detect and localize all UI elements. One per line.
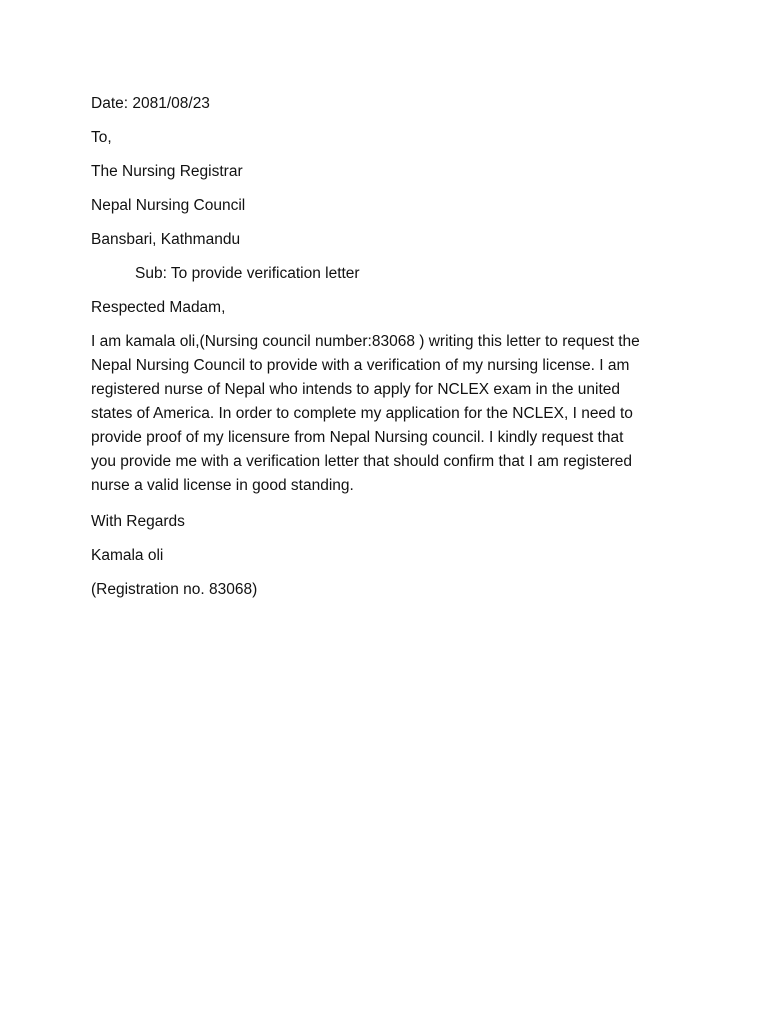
recipient-address: Bansbari, Kathmandu <box>91 231 241 248</box>
letter-salutation: Respected Madam, <box>91 299 226 316</box>
letter-closing: With Regards <box>91 512 185 530</box>
recipient-title: The Nursing Registrar <box>91 163 243 180</box>
letter-to: To, <box>91 129 112 146</box>
body-line: you provide me with a verification letter that should confirm that I am registered <box>91 453 633 470</box>
body-line: I am kamala oli,(Nursing council number:83068 ) writing this letter to request the <box>91 333 640 350</box>
recipient-organization: Nepal Nursing Council <box>91 197 246 214</box>
body-line: registered nurse of Nepal who intends to apply for NCLEX exam in the united <box>91 381 621 398</box>
letter <box>91 94 681 614</box>
letter-date: Date: 2081/08/23 <box>91 95 210 112</box>
registration-number: (Registration no. 83068) <box>91 580 258 598</box>
body-line: nurse a valid license in good standing. <box>91 477 354 494</box>
body-line: Nepal Nursing Council to provide with a verification of my nursing license. I am <box>91 357 630 374</box>
letter-subject: Sub: To provide verification letter <box>135 265 360 282</box>
signature-name: Kamala oli <box>91 546 164 564</box>
body-line: provide proof of my licensure from Nepal Nursing council. I kindly request that <box>91 429 624 446</box>
body-line: states of America. In order to complete my application for the NCLEX, I need to <box>91 405 633 422</box>
letter-body <box>91 330 681 498</box>
